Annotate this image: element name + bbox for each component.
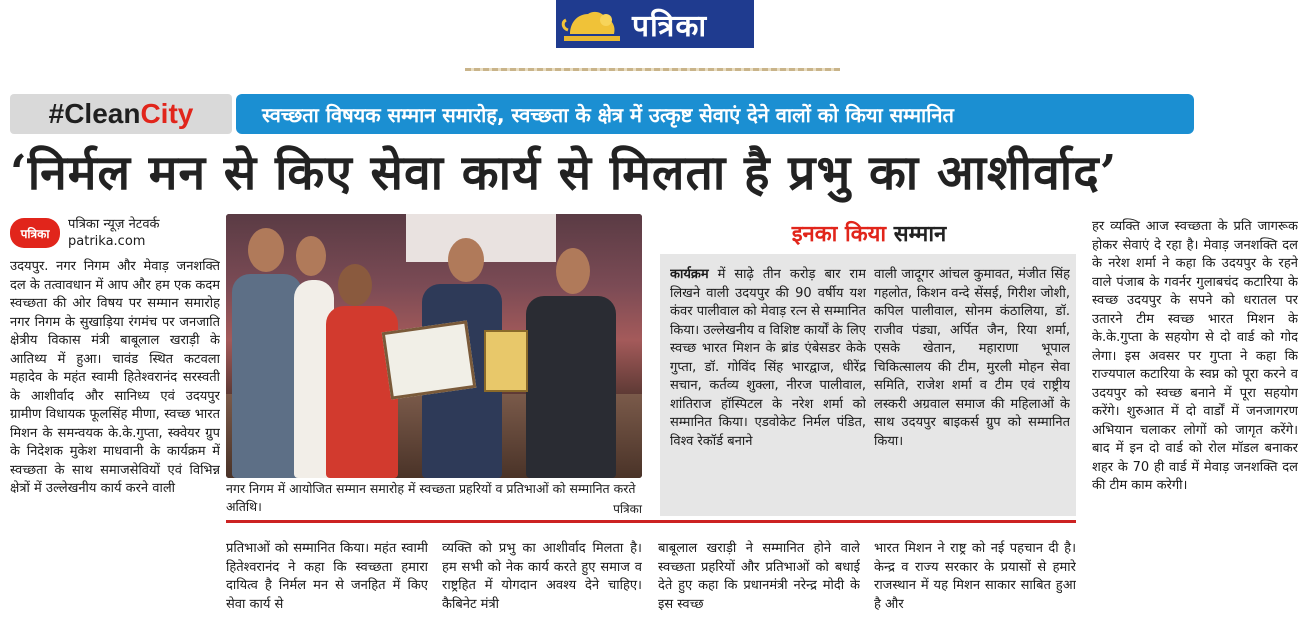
photo-head-2 bbox=[296, 236, 326, 276]
byline-badge: पत्रिका bbox=[10, 218, 60, 248]
photo-head-1 bbox=[248, 228, 284, 272]
photo-head-4 bbox=[448, 238, 484, 282]
tag-part2: City bbox=[140, 98, 194, 129]
article-text-3: व्यक्ति को प्रभु का आशीर्वाद मिलता है। हम सभी को नेक कार्य करते हुए समाज व राष्ट्रहित में योगदान अवश्य देने चाहिए। कैबिनेट मंत्री bbox=[442, 541, 642, 612]
section-tag bbox=[10, 94, 232, 134]
honor-column-1 bbox=[670, 266, 866, 514]
article-column-4 bbox=[658, 540, 860, 626]
kicker-banner: स्वच्छता विषयक सम्मान समारोह, स्वच्छता के क्षेत्र में उत्कृष्ट सेवाएं देने वालों को किया सम्मानित bbox=[236, 94, 1194, 134]
honor-text-2: वाली जादूगर आंचल कुमावत, मंजीत सिंह गहलोत, किशन वन्दे सेंसई, गिरीश जोशी, कपिल पालीवाल, सोनम कंठालिया, डॉ. राजीव पंड्या, अर्पित जैन, रिया शर्मा, एसके खेतान, महाराणा भूपाल चिकित्सालय की टीम, मुरली मोहन सेवा समिति, राजेश शर्मा व टीम एवं राष्ट्रीय लस्करी अग्रवाल समाज की महिलाओं के साथ उदयपुर बाइकर्स ग्रुप को सम्मानित किया। bbox=[874, 267, 1070, 449]
event-photo bbox=[226, 214, 642, 478]
article-text-6: हर व्यक्ति आज स्वच्छता के प्रति जागरूक होकर सेवाएं दे रहा है। मेवाड़ जनशक्ति दल के नरेश शर्मा ने कहा कि उदयपुर के रहने वाले पंजाब के गवर्नर गुलाबचंद कटारिया के स्वच्छ उदयपुर के सपने को धरातल पर उतारने टीम स्वच्छ भारत मिशन के के.के.गुप्ता के सहयोग से दो वार्ड को गोद लेगा। इस अवसर पर गुप्ता ने कहा कि राज्यपाल कटारिया के स्वप्न को पूरा करने व उदयपुर को स्वच्छ बनाने में पूरा सहयोग करेंगे। शुरुआत में दो वार्डों में जनजागरण अभियान चलाकर लोगों को जागृत करेंगे। बाद में इन दो वार्ड को रोल मॉडल बनाकर शहर के 70 ही वार्ड में मेवाड़ जनशक्ति दल की टीम काम करेगी। bbox=[1092, 219, 1298, 493]
article-column-1 bbox=[10, 258, 220, 626]
masthead-name: पत्रिका bbox=[632, 8, 708, 44]
article-column-3 bbox=[442, 540, 642, 626]
byline bbox=[10, 212, 220, 254]
byline-network: पत्रिका न्यूज़ नेटवर्क bbox=[68, 217, 160, 232]
article-text-5: भारत मिशन ने राष्ट्र को नई पहचान दी है। केन्द्र व राज्य सरकार के प्रयासों से हमारे राजस्थान में यह मिशन साकार साबित हुआ है और bbox=[874, 541, 1076, 612]
lion-emblem-icon bbox=[556, 0, 626, 48]
masthead-logo bbox=[556, 0, 754, 48]
tag-part1: #Clean bbox=[48, 98, 141, 129]
headline: ‘निर्मल मन से किए सेवा कार्य से मिलता है प्रभु का आशीर्वाद’ bbox=[10, 145, 1118, 201]
article-column-5 bbox=[874, 540, 1076, 626]
article-text-2: प्रतिभाओं को सम्मानित किया। महंत स्वामी हितेश्वरानंद ने कहा कि स्वच्छता हमारा दायित्व है निर्मल मन से जनहित में किए सेवा कार्य से bbox=[226, 541, 428, 612]
article-text-4: बाबूलाल खराड़ी ने सम्मानित होने वाले स्वच्छता प्रहरियों और प्रतिभाओं को बधाई देते हुए कहा कि प्रधानमंत्री नरेन्द्र मोदी के इस स्वच्छ bbox=[658, 541, 860, 612]
photo-person-1 bbox=[232, 274, 302, 478]
honor-column-2 bbox=[874, 266, 1070, 514]
honor-box-title bbox=[660, 218, 1078, 252]
photo-caption bbox=[226, 480, 642, 518]
byline-site: patrika.com bbox=[68, 234, 146, 249]
honor-lead: कार्यक्रम bbox=[670, 267, 709, 282]
section-divider bbox=[226, 520, 1076, 523]
masthead-rule bbox=[465, 68, 840, 71]
article-column-6 bbox=[1092, 218, 1298, 626]
photo-head-3 bbox=[338, 264, 372, 306]
photo-plaque bbox=[484, 330, 528, 392]
honor-text-1: में साढ़े तीन करोड़ बार राम लिखने वाली उदयपुर की 90 वर्षीय यश कंवर पालीवाल को मेवाड़ रत्न से सम्मानित किया। उल्लेखनीय व विशिष्ट कार्यों के लिए स्वच्छ भारत मिशन के ब्रांड एंबेसडर केके गुप्ता, डॉ. गोविंद सिंह भारद्वाज, धीरेंद्र सचान, कर्तव्य शुक्ला, नीरज पालीवाल, शांतिराज हॉस्पिटल के नरेश शर्मा को सम्मानित किया। एडवोकेट निर्मल पंडित, विश्व रेकॉर्ड बनाने bbox=[670, 267, 866, 449]
article-column-2 bbox=[226, 540, 428, 626]
photo-person-5 bbox=[526, 296, 616, 478]
photo-certificate bbox=[382, 320, 477, 399]
honor-title-part2: सम्मान bbox=[893, 222, 947, 247]
caption-credit: पत्रिका bbox=[613, 502, 642, 516]
byline-text bbox=[68, 216, 160, 250]
photo-head-5 bbox=[556, 248, 590, 294]
honor-title-part1: इनका किया bbox=[791, 222, 887, 247]
article-text-1: उदयपुर. नगर निगम और मेवाड़ जनशक्ति दल के तत्वावधान में आप और हम एक कदम स्वच्छता की ओर विषय पर सम्मान समारोह नगर निगम के सुखाड़िया रंगमंच पर जनजाति क्षेत्रीय विकास मंत्री बाबूलाल खराड़ी के आतिथ्य में हुआ। चावंड स्थित कटवला महादेव के महंत स्वामी हितेश्वरानंद सरस्वती के आशीर्वाद और सानिध्य एवं उदयपुर ग्रामीण विधायक फूलसिंह मीणा, स्वच्छ भारत मिशन के समन्वयक के.के.गुप्ता, स्क्वेयर ग्रुप के निदेशक मुकेश माधवानी के कार्यक्रम में स्वच्छता के साथ समाजसेवियों एवं विभिन्न क्षेत्रों में उल्लेखनीय कार्य करने वाली bbox=[10, 259, 220, 496]
caption-text: नगर निगम में आयोजित सम्मान समारोह में स्वच्छता प्रहरियों व प्रतिभाओं को सम्मानित करते अतिथि। bbox=[226, 481, 636, 514]
honor-box bbox=[660, 254, 1076, 516]
